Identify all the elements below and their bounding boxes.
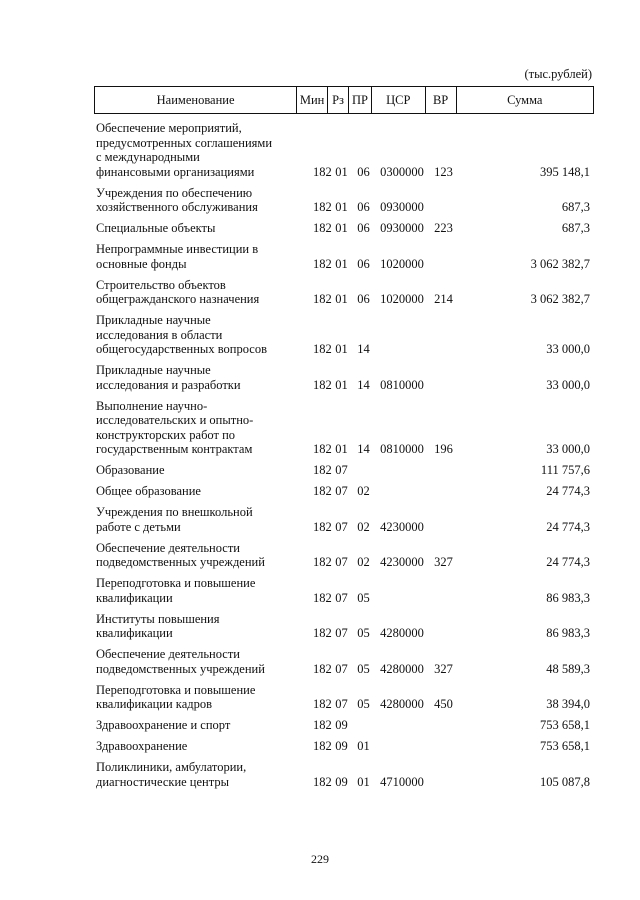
row-name [94,760,297,789]
column-header-min: Мин [297,87,328,113]
row-min: 182 [313,200,332,214]
row-min: 182 [313,718,332,732]
row-name [94,576,297,605]
row-name-line: государственным контрактам [96,442,253,456]
row-name [94,221,297,236]
row-pr: 02 [357,555,370,569]
row-min: 182 [313,484,332,498]
row-pr: 06 [357,256,370,271]
row-sum: 395 148,1 [540,164,590,179]
row-min: 182 [313,292,332,306]
row-rz: 01 [335,292,348,306]
row-sum: 38 394,0 [546,697,590,711]
row-name [94,739,297,754]
row-pr: 14 [357,342,370,356]
table-row [94,242,594,271]
row-name-line: подведомственных учреждений [96,555,265,569]
table-row [94,221,594,236]
row-name-line: Учреждения по обеспечению [96,185,253,200]
row-pr: 05 [357,661,370,676]
row-name-line: диагностические центры [96,774,229,789]
row-name [94,647,297,676]
row-min: 182 [313,256,332,271]
row-pr: 06 [357,164,370,179]
row-csr: 1020000 [380,256,424,271]
row-name-line: работе с детьми [96,519,181,534]
row-min: 182 [313,590,332,605]
row-min: 182 [313,739,332,753]
row-name-line: Институты повышения [96,611,220,626]
row-sum: 24 774,3 [546,484,590,498]
row-rz: 09 [335,774,348,789]
row-rz: 01 [335,221,348,235]
table-row [94,313,594,357]
row-pr: 14 [357,442,370,456]
row-sum: 753 658,1 [540,739,590,753]
table-header [94,86,594,114]
row-sum: 3 062 382,7 [530,292,590,306]
row-min: 182 [313,221,332,235]
row-pr: 14 [357,377,370,392]
row-name [94,612,297,641]
row-name-line: Общее образование [96,484,201,498]
row-pr: 01 [357,774,370,789]
row-rz: 01 [335,377,348,392]
row-rz: 07 [335,590,348,605]
column-header-rz: Рз [328,87,349,113]
row-rz: 07 [335,697,348,711]
row-name-line: Непрограммные инвестиции в [96,242,259,256]
row-name-line: Здравоохранение и спорт [96,718,231,732]
row-pr: 06 [357,200,370,214]
row-name-line: исследования и разработки [96,377,241,392]
row-name [94,683,297,712]
table-row [94,505,594,534]
row-pr: 05 [357,590,370,605]
row-name-line: основные фонды [96,256,187,271]
row-min: 182 [313,442,332,456]
column-header-sum: Сумма [507,92,543,107]
row-sum: 33 000,0 [546,377,590,392]
row-sum: 24 774,3 [546,519,590,534]
row-name [94,121,297,179]
table-row [94,541,594,570]
row-pr: 05 [357,697,370,711]
row-name [94,313,297,357]
row-name-line: Обеспечение деятельности [96,647,241,661]
row-name [94,363,297,392]
row-name-line: Образование [96,463,165,477]
row-rz: 07 [335,661,348,676]
row-name-line: Переподготовка и повышение [96,682,256,697]
row-csr: 0810000 [380,377,424,392]
table-row [94,647,594,676]
row-pr: 02 [357,484,370,498]
row-sum: 86 983,3 [546,626,590,640]
row-csr: 4230000 [380,555,424,569]
row-pr: 06 [357,221,370,235]
row-rz: 07 [335,463,348,477]
row-csr: 0810000 [380,442,424,456]
row-name [94,463,297,478]
row-name-line: Обеспечение мероприятий, [96,121,242,135]
row-rz: 01 [335,256,348,271]
row-name-line: исследовательских и опытно- [96,413,254,427]
row-min: 182 [313,626,332,640]
row-name-line: общегражданского назначения [96,292,260,306]
units-label: (тыс.рублей) [524,67,592,81]
row-sum: 48 589,3 [546,661,590,676]
row-name-line: конструкторских работ по [96,427,236,442]
row-csr: 1020000 [380,292,424,306]
row-min: 182 [313,661,332,676]
row-rz: 01 [335,164,348,179]
row-name [94,505,297,534]
row-name-line: Поликлиники, амбулатории, [96,760,247,774]
row-name [94,541,297,570]
row-pr: 06 [357,292,370,306]
row-min: 182 [313,463,332,477]
row-name-line: Учреждения по внешкольной [96,505,253,519]
row-sum: 33 000,0 [546,342,590,356]
table-row [94,278,594,307]
row-vr: 450 [434,697,453,711]
row-vr: 214 [434,292,453,306]
row-vr: 196 [434,442,453,456]
table-row [94,718,594,733]
row-min: 182 [313,342,332,356]
table-row [94,121,594,179]
row-csr: 0300000 [380,164,424,179]
column-header-pr: ПР [349,87,372,113]
row-csr: 0930000 [380,221,424,235]
table-row [94,186,594,215]
row-vr: 123 [434,164,453,179]
table-row [94,363,594,392]
page-number: 229 [311,852,329,866]
row-csr: 4280000 [380,697,424,711]
row-pr: 02 [357,519,370,534]
row-name-line: исследования в области [96,327,223,342]
row-rz: 01 [335,200,348,214]
row-sum: 687,3 [561,200,590,214]
column-header-vr: ВР [426,87,457,113]
row-csr: 4710000 [380,774,424,789]
row-rz: 09 [335,739,348,753]
row-rz: 07 [335,626,348,640]
row-name-line: квалификации [96,590,173,605]
row-pr: 01 [357,739,370,753]
column-header-csr: ЦСР [372,87,426,113]
row-rz: 07 [335,484,348,498]
row-sum: 86 983,3 [546,590,590,605]
row-name-line: квалификации [96,626,173,640]
row-sum: 687,3 [561,221,590,235]
row-sum: 24 774,3 [546,555,590,569]
row-name-line: с международными [96,150,200,164]
row-min: 182 [313,555,332,569]
row-name [94,242,297,271]
table-row [94,463,594,478]
row-name-line: Обеспечение деятельности [96,540,241,555]
table-row [94,576,594,605]
row-min: 182 [313,774,332,789]
row-min: 182 [313,377,332,392]
row-vr: 327 [434,555,453,569]
row-name-line: предусмотренных соглашениями [96,135,273,150]
row-name-line: финансовыми организациями [96,164,255,179]
table-row [94,484,594,499]
row-name-line: Прикладные научные [96,313,211,327]
row-name [94,186,297,215]
row-name-line: Здравоохранение [96,739,188,753]
row-vr: 223 [434,221,453,235]
row-csr: 0930000 [380,200,424,214]
row-min: 182 [313,697,332,711]
row-rz: 09 [335,718,348,732]
row-name [94,399,297,457]
row-name-line: хозяйственного обслуживания [96,200,258,214]
table-body [94,121,594,796]
row-rz: 07 [335,555,348,569]
row-rz: 01 [335,342,348,356]
row-name [94,484,297,499]
row-name-line: Переподготовка и повышение [96,576,256,590]
row-sum: 753 658,1 [540,718,590,732]
row-name-line: Строительство объектов [96,277,226,292]
row-csr: 4280000 [380,626,424,640]
table-row [94,739,594,754]
row-sum: 33 000,0 [546,442,590,456]
row-sum: 111 757,6 [540,463,590,477]
row-csr: 4230000 [380,519,424,534]
row-name-line: Специальные объекты [96,221,216,235]
row-name-line: Выполнение научно- [96,398,208,413]
row-csr: 4280000 [380,661,424,676]
row-name-line: общегосударственных вопросов [96,342,267,356]
row-sum: 3 062 382,7 [530,256,590,271]
row-name-line: квалификации кадров [96,697,213,711]
row-rz: 01 [335,442,348,456]
row-name-line: подведомственных учреждений [96,661,265,676]
row-pr: 05 [357,626,370,640]
table-row [94,399,594,457]
row-name-line: Прикладные научные [96,363,211,377]
row-name [94,718,297,733]
column-header-name: Наименование [95,87,297,113]
row-min: 182 [313,164,332,179]
row-vr: 327 [434,661,453,676]
table-row [94,683,594,712]
table-row [94,760,594,789]
row-sum: 105 087,8 [540,774,590,789]
row-rz: 07 [335,519,348,534]
row-name [94,278,297,307]
table-row [94,612,594,641]
row-min: 182 [313,519,332,534]
